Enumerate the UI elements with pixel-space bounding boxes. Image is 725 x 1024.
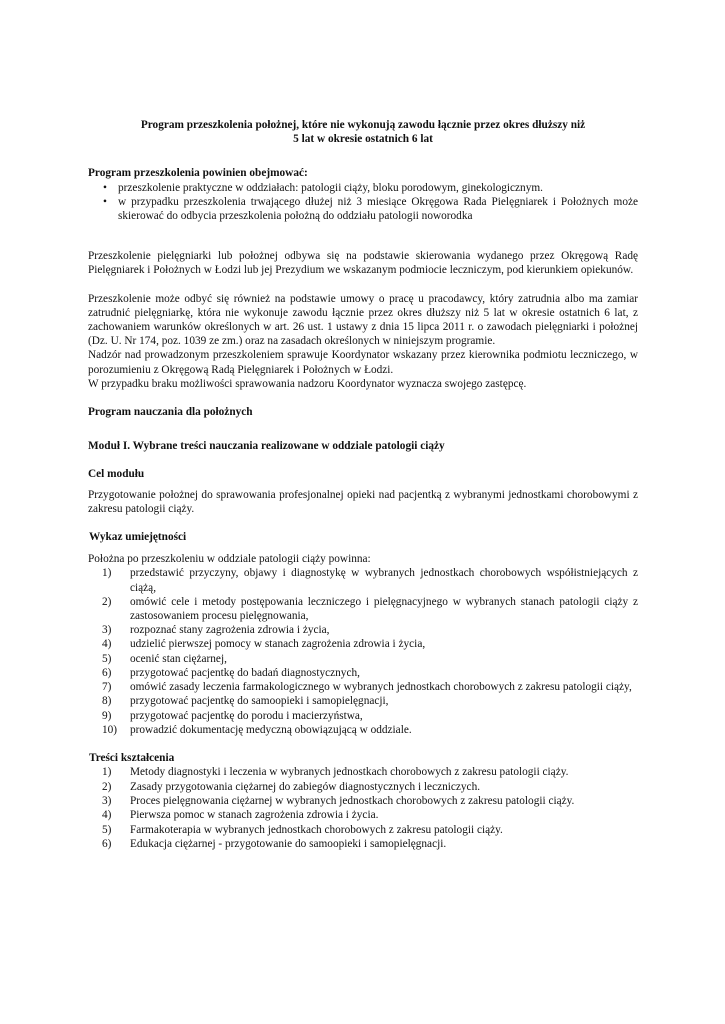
- document-page: [88, 118, 638, 852]
- bullet-icon: •: [103, 181, 107, 194]
- list-item: 4) udzielić pierwszej pomocy w stanach zagrożenia zdrowia i życia,: [102, 638, 426, 651]
- program-heading: Program nauczania dla położnych: [88, 406, 253, 419]
- content-heading: Treści kształcenia: [89, 751, 175, 764]
- title-line-2: 5 lat w okresie ostatnich 6 lat: [293, 133, 433, 146]
- content-list: [88, 765, 638, 851]
- skills-list: [88, 566, 638, 736]
- list-item: 5) Farmakoterapia w wybranych jednostkach chorobowych z zakresu patologii ciąży.: [102, 823, 503, 836]
- list-item: 3) Proces pielęgnowania ciężarnej w wybranych jednostkach chorobowych z zakresu patologii ciąży.: [102, 794, 575, 807]
- list-item: 3) rozpoznać stany zagrożenia zdrowia i życia,: [102, 624, 330, 637]
- list-item: 2) omówić cele i metody postępowania leczniczego i pielęgnacyjnego w wybranych stanach patologii ciąży z zastosowaniem procesu pielęgnowania,: [102, 595, 638, 623]
- list-item: 6) Edukacja ciężarnej - przygotowanie do samoopieki i samopielęgnacji.: [102, 838, 447, 851]
- list-item: 4) Pierwsza pomoc w stanach zagrożenia zdrowia i życia.: [102, 809, 379, 822]
- list-item: 8) przygotować pacjentkę do samoopieki i samopielęgnacji,: [102, 695, 389, 708]
- paragraph-supervision: Nadzór nad prowadzonym przeszkoleniem sprawuje Koordynator wskazany przez kierownika podmiotu leczniczego, w porozumieniu z Okręgową Radą Pielęgniarek i Położnych w Łodzi.: [88, 349, 638, 376]
- list-item: 2) Zasady przygotowania ciężarnej do zabiegów diagnostycznych i leczniczych.: [102, 780, 481, 793]
- list-item: • przeszkolenie praktyczne w oddziałach: patologii ciąży, bloku porodowym, ginekologicznym.: [103, 181, 543, 194]
- paragraph-deputy: W przypadku braku możliwości sprawowania nadzoru Koordynator wyznacza swojego zastępcę.: [88, 377, 527, 390]
- intro-bullet-list: [88, 181, 638, 224]
- skills-heading: Wykaz umiejętności: [89, 531, 187, 544]
- list-item: 6) przygotować pacjentkę do badań diagnostycznych,: [102, 666, 360, 679]
- module-heading: Moduł I. Wybrane treści nauczania realizowane w oddziale patologii ciąży: [88, 440, 445, 453]
- list-item: 9) przygotować pacjentkę do porodu i macierzyństwa,: [102, 709, 363, 722]
- bullet-icon: •: [103, 195, 107, 208]
- list-item: 10) prowadzić dokumentację medyczną obowiązującą w oddziale.: [102, 723, 412, 736]
- document-title: [88, 118, 638, 146]
- goal-text: Przygotowanie położnej do sprawowania profesjonalnej opieki nad pacjentką z wybranymi jednostkami chorobowymi z zakresu patologii ciąży.: [88, 488, 638, 515]
- skills-intro: Położna po przeszkoleniu w oddziale patologii ciąży powinna:: [88, 553, 371, 566]
- list-item: 1) przedstawić przyczyny, objawy i diagnostykę w wybranych jednostkach chorobowych współistniejących z ciążą,: [102, 567, 638, 594]
- list-item: 1) Metody diagnostyki i leczenia w wybranych jednostkach chorobowych z zakresu patologii ciąży.: [102, 766, 569, 779]
- list-item: 7) omówić zasady leczenia farmakologicznego w wybranych jednostkach chorobowych z zakresu patologii ciąży,: [102, 681, 632, 694]
- paragraph-employment: Przeszkolenie może odbyć się również na podstawie umowy o pracę u pracodawcy, który zatrudnia albo ma zamiar zatrudnić pielęgniarkę, która nie wykonuje zawodu łącznie przez okres dłuższy niż 5 lat w okresie ostatnich 6 lat, z zachowaniem warunków określonych w art. 26 ust. 1 ustawy z dnia 15 lipca 2011 r. o zawodach pielęgniarki i położnej (Dz. U. Nr 174, poz. 1039 ze zm.) oraz na zasadach określonych w niniejszym programie.: [88, 292, 638, 348]
- list-item: 5) ocenić stan ciężarnej,: [102, 652, 227, 665]
- paragraph-referral: Przeszkolenie pielęgniarki lub położnej odbywa się na podstawie skierowania wydanego przez Okręgową Radę Pielęgniarek i Położnych w Łodzi lub jej Prezydium we wskazanym podmiocie leczniczym, pod kierunkiem opiekunów.: [88, 250, 638, 277]
- goal-heading: Cel modułu: [88, 468, 145, 481]
- intro-heading: Program przeszkolenia powinien obejmować:: [88, 167, 308, 180]
- title-line-1: Program przeszkolenia położnej, które nie wykonują zawodu łącznie przez okres dłuższy niż: [140, 119, 586, 131]
- list-item: • w przypadku przeszkolenia trwającego dłużej niż 3 miesiące Okręgowa Rada Pielęgniarek i Położnych może skierować do odbycia przeszkolenia położną do oddziału patologii noworodka: [103, 195, 638, 223]
